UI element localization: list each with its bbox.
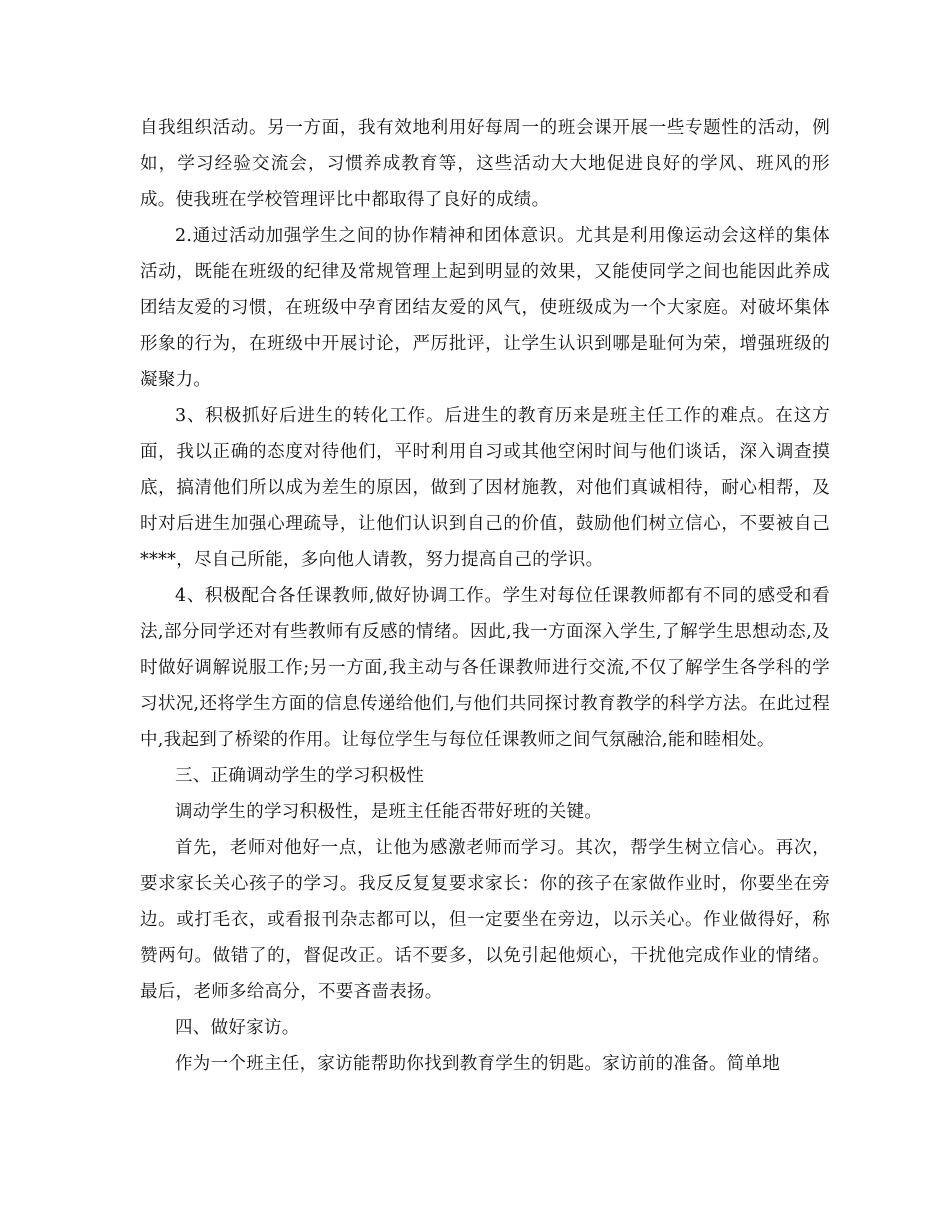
paragraph-motivation-steps: 首先，老师对他好一点，让他为感激老师而学习。其次，帮学生树立信心。再次，要求家长关心孩子的学习。我反反复复要求家长：你的孩子在家做作业时，你要坐在旁边。或打毛衣，或看报刊杂志都可以，但一定要坐在旁边，以示关心。作业做得好，称赞两句。做错了的，督促改正。话不要多，以免引起他烦心，干扰他完成作业的情绪。最后，老师多给高分，不要吝啬表扬。 [140, 838, 830, 1002]
section-heading-home-visits: 四、做好家访。 [175, 1018, 300, 1038]
paragraph-home-visits: 作为一个班主任，家访能帮助你找到教育学生的钥匙。家访前的准备。简单地 [175, 1054, 781, 1074]
paragraph-motivation-key: 调动学生的学习积极性，是班主任能否带好班的关键。 [175, 802, 603, 822]
section-heading-motivation: 三、正确调动学生的学习积极性 [175, 766, 425, 786]
paragraph-continuation: 自我组织活动。另一方面，我有效地利用好每周一的班会课开展一些专题性的活动，例如，学习经验交流会，习惯养成教育等，这些活动大大地促进良好的学风、班风的形成。使我班在学校管理评比中都取得了良好的成绩。 [140, 118, 830, 210]
paragraph-cooperation: 2.通过活动加强学生之间的协作精神和团体意识。尤其是利用像运动会这样的集体活动，既能在班级的纪律及常规管理上起到明显的效果，又能使同学之间也能因此养成团结友爱的习惯，在班级中孕育团结友爱的风气，使班级成为一个大家庭。对破坏集体形象的行为，在班级中开展讨论，严厉批评，让学生认识到哪是耻何为荣，增强班级的凝聚力。 [140, 226, 830, 390]
document-body [140, 110, 830, 1082]
paragraph-underachievers: 3、积极抓好后进生的转化工作。后进生的教育历来是班主任工作的难点。在这方面，我以正确的态度对待他们，平时利用自习或其他空闲时间与他们谈话，深入调查摸底，搞清他们所以成为差生的原因，做到了因材施教，对他们真诚相待，耐心相帮，及时对后进生加强心理疏导，让他们认识到自己的价值，鼓励他们树立信心，不要被自己****，尽自己所能，多向他人请教，努力提高自己的学识。 [140, 406, 830, 570]
paragraph-teacher-coordination: 4、积极配合各任课教师,做好协调工作。学生对每位任课教师都有不同的感受和看法,部分同学还对有些教师有反感的情绪。因此,我一方面深入学生,了解学生思想动态,及时做好调解说服工作;另一方面,我主动与各任课教师进行交流,不仅了解学生各学科的学习状况,还将学生方面的信息传递给他们,与他们共同探讨教育教学的科学方法。在此过程中,我起到了桥梁的作用。让每位学生与每位任课教师之间气氛融洽,能和睦相处。 [140, 586, 830, 750]
